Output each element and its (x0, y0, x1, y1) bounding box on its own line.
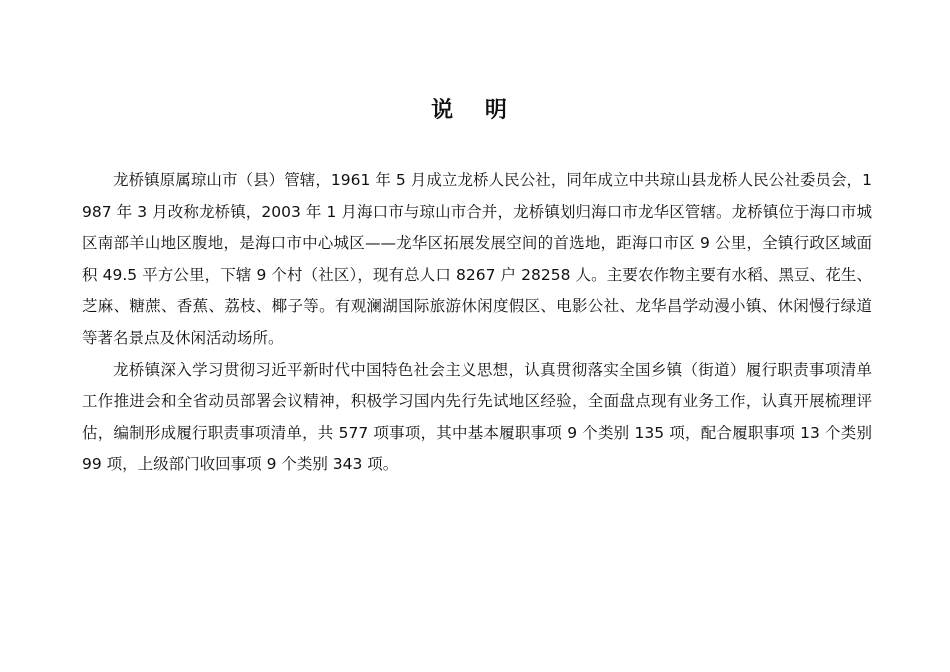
paragraph-overview: 龙桥镇原属琼山市（县）管辖，1961 年 5 月成立龙桥人民公社，同年成立中共琼山县龙桥人民公社委员会，1987 年 3 月改称龙桥镇，2003 年 1 月海口市与琼山市合并，龙桥镇划归海口市龙华区管辖。龙桥镇位于海口市城区南部羊山地区腹地，是海口市中心城区——龙华区拓展发展空间的首选地，距海口市区 9 公里，全镇行政区域面积 49.5 平方公里，下辖 9 个村（社区），现有总人口 8267 户 28258 人。主要农作物主要有水稻、黑豆、花生、芝麻、糖蔗、香蕉、荔枝、椰子等。有观澜湖国际旅游休闲度假区、电影公社、龙华昌学动漫小镇、休闲慢行绿道等著名景点及休闲活动场所。 (82, 171, 872, 347)
document-body (82, 165, 872, 481)
document-title: 说 明 (431, 97, 519, 123)
paragraph-duty-list: 龙桥镇深入学习贯彻习近平新时代中国特色社会主义思想，认真贯彻落实全国乡镇（街道）履行职责事项清单工作推进会和全省动员部署会议精神，积极学习国内先行先试地区经验，全面盘点现有业务工作，认真开展梳理评估，编制形成履行职责事项清单，共 577 项事项，其中基本履职事项 9 个类别 135 项，配合履职事项 13 个类别 99 项，上级部门收回事项 9 个类别 343 项。 (82, 360, 872, 474)
